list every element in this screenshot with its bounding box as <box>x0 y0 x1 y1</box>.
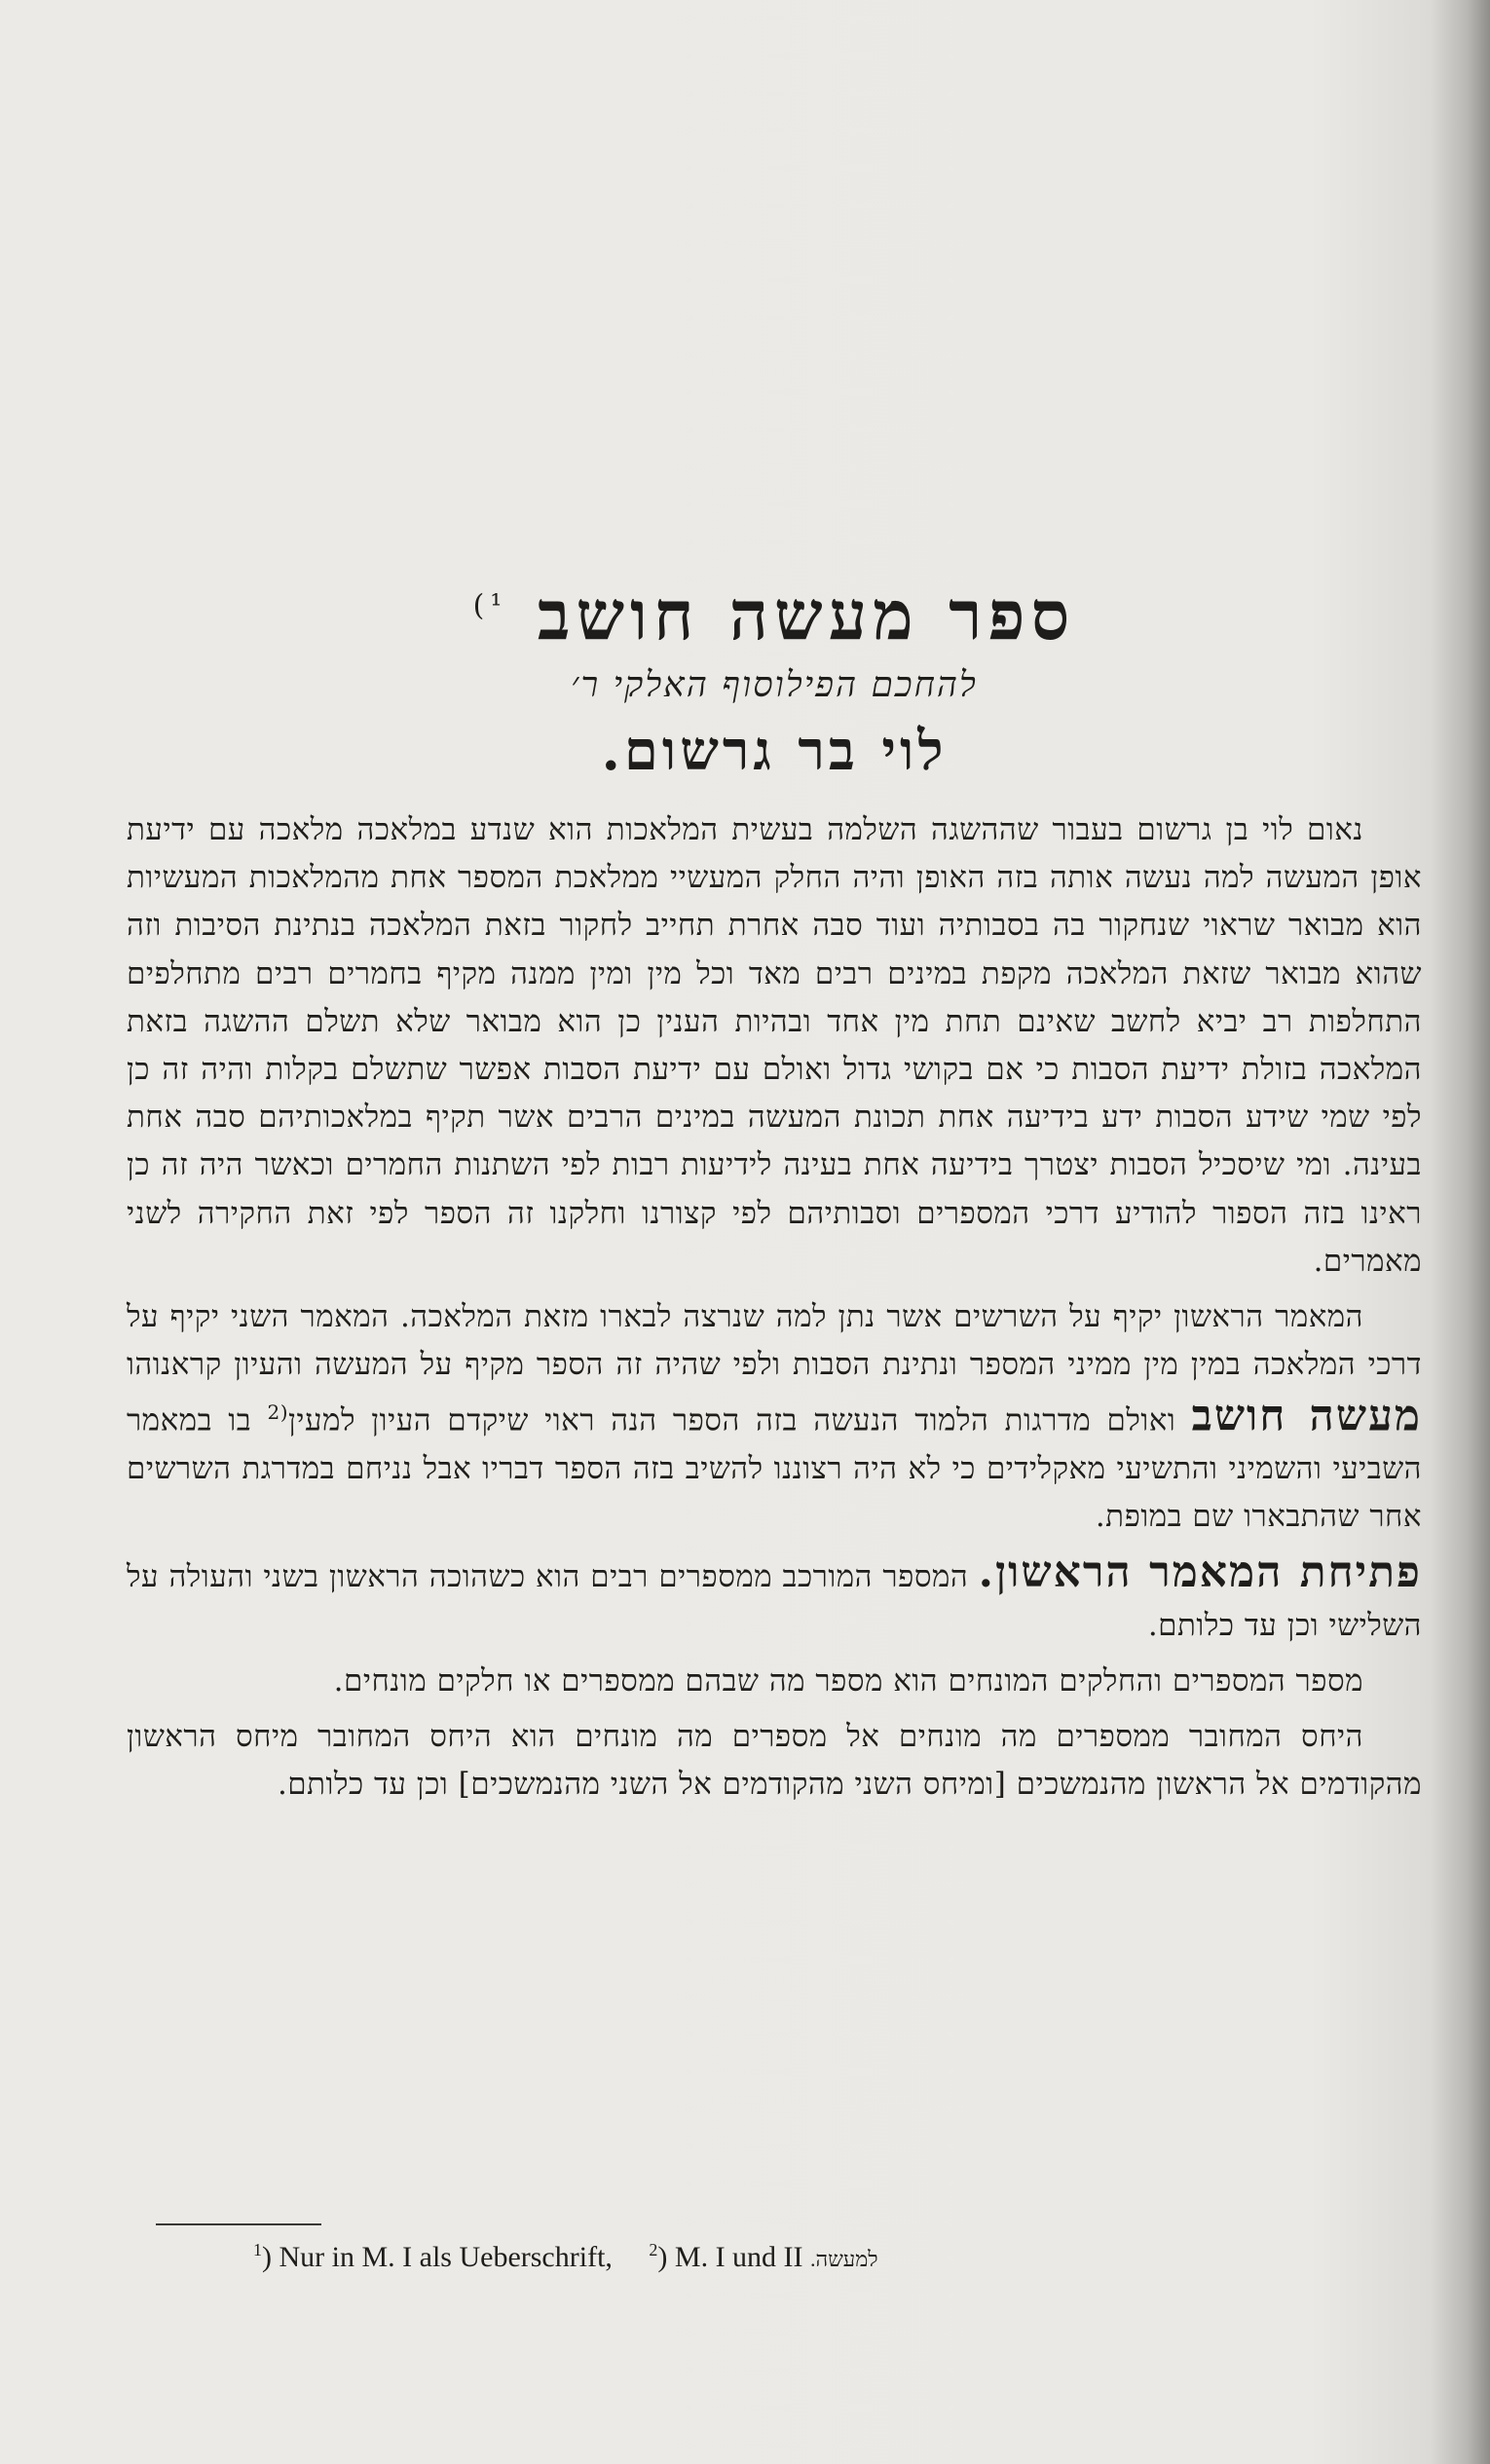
footnote-divider <box>156 2223 321 2225</box>
paragraph-definition-3 <box>127 1713 1422 1809</box>
title-footnote-mark: ¹) <box>472 588 508 623</box>
paragraph-section-1 <box>127 1549 1422 1649</box>
paragraph-intro <box>127 806 1422 1286</box>
footnote-2-text: ) M. I und II <box>657 2241 803 2273</box>
paragraph-structure <box>127 1293 1422 1541</box>
paragraph-definition-2 <box>127 1658 1422 1705</box>
paragraph-structure-end: במאמר השביעי והשמיני והתשיעי מאקלידים כי לא היה רצוננו להשיב בזה הספר דבריו אבל נניחם במדרגת השרשים אחר שהתבארו שם במופת. <box>127 1402 1422 1535</box>
section-heading: פתיחת המאמר הראשון. <box>978 1548 1422 1598</box>
subtitle: להחכם הפילוסוף האלקי ר׳ <box>571 665 978 705</box>
footnote-2 <box>649 2241 877 2273</box>
definition-2: מספר המספרים והחלקים המונחים הוא מספר מה שבהם ממספרים או חלקים מונחים. <box>333 1662 1363 1699</box>
book-title-text: ספר מעשה חושב <box>537 575 1076 655</box>
footnotes <box>253 2230 1227 2279</box>
footnote-1 <box>253 2241 619 2273</box>
text-block <box>127 575 1422 1816</box>
definition-1: המספר המורכב ממספרים רבים הוא כשהוכה הראשון בשני והעולה על השלישי וכן עד כלותם. <box>127 1559 1422 1643</box>
footnote-1-number: 1 <box>253 2240 262 2259</box>
footnote-1-text: ) Nur in M. I als Ueberschrift, <box>262 2241 613 2273</box>
footnote-2-mark: 2) <box>267 1400 289 1425</box>
author-name: לוי בר גרשום. <box>601 719 948 783</box>
paragraph-structure-text: המאמר הראשון יקיף על השרשים אשר נתן למה שנרצה לבארו מזאת המלאכה. המאמר השני יקיף על דרכי המלאכה במין מין ממיני המספר ונתינת הסבות ולפי שהיה זה הספר מקיף על המעשה והעיון קראנוהו <box>127 1299 1422 1383</box>
book-title <box>127 575 1422 656</box>
inline-book-title: מעשה חושב <box>1191 1391 1422 1441</box>
paragraph-structure-tail: ואולם מדרגות הלמוד הנעשה בזה הספר הנה ראוי שיקדם העיון למעין <box>288 1402 1176 1438</box>
paragraph-structure-bo: בו <box>228 1402 252 1438</box>
footnote-2-hebrew: למעשה. <box>810 2247 878 2271</box>
footnote-2-number: 2 <box>649 2240 658 2259</box>
definition-3: היחס המחובר ממספרים מה מונחים אל מספרים מה מונחים הוא היחס המחובר מיחס הראשון מהקודמים אל הראשון מהנמשכים [ומיחס השני מהקודמים אל השני מהנמשכים] וכן עד כלותם. <box>127 1718 1422 1803</box>
paragraph-intro-text: נאום לוי בן גרשום בעבור שההשגה השלמה בעשית המלאכות הוא שנדע במלאכה מלאכה עם ידיעת אופן המעשה למה נעשה אותה בזה האופן והיה החלק המעשיי ממלאכת המספר אחת מהמלאכות המעשיות הוא מבואר שראוי שנחקור בה בסבותיה ועוד סבה אחרת תחייב לחקור בזאת המלאכה בנתינת הסיבות וזה שהוא מבואר שזאת המלאכה מקפת במינים רבים מאד וכל מין ומין ממנה מקיף בחמרים רבים מתחלפים התחלפות רב יביא לחשב שאינם תחת מין אחד ובהיות הענין כן הוא מבואר שלא תשלם ההשגה בזאת המלאכה בזולת ידיעת הסבות כי אם בקושי גדול ואולם עם ידיעת הסבות אפשר שתשלם בקלות והיה זה כן לפי שמי שידע הסבות ידע בידיעה אחת תכונת המעשה במינים הרבים אשר תקיף במלאכותיהם סבה אחת בעינה. ומי שיסכיל הסבות יצטרך בידיעה אחת בעינה לידיעות רבות לפי השתנות החמרים וכאשר היה זה כן ראינו בזה הספור להודיע דרכי המספרים וסבותיהם לפי קצורנו וחלקנו זה הספר לפי זאת החקירה לשני מאמרים. <box>127 812 1422 1279</box>
